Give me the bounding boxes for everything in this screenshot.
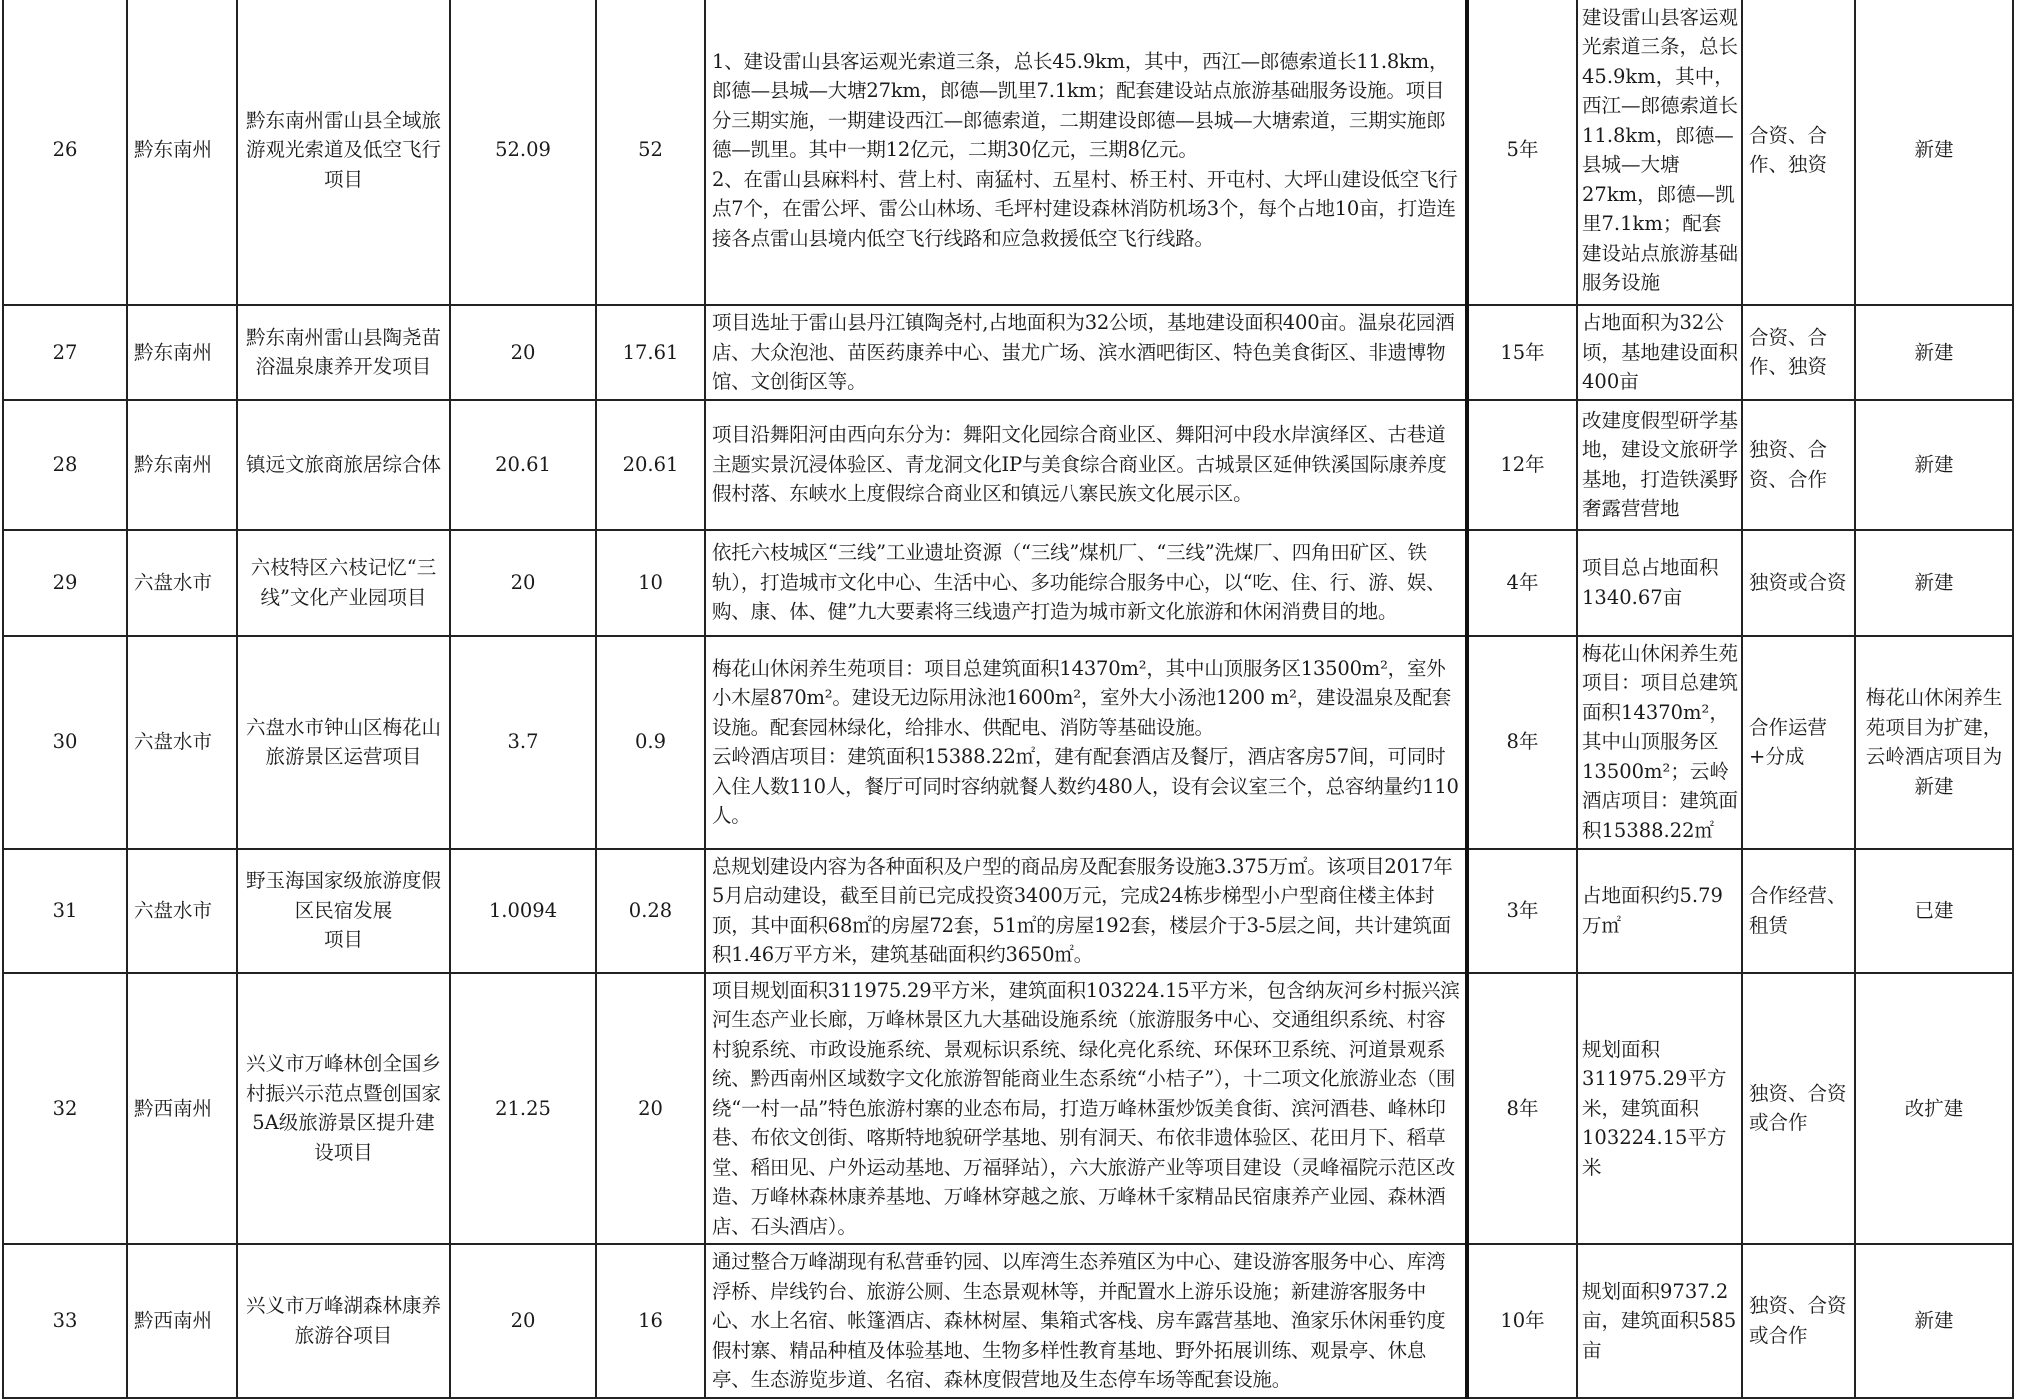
table-row	[3, 305, 2013, 400]
description-cell: 项目选址于雷山县丹江镇陶尧村,占地面积为32公顷，基地建设面积400亩。温泉花园酒店、大众泡池、苗医药康养中心、蚩尤广场、滨水酒吧街区、特色美食街区、非遗博物馆、文创街区等。	[705, 305, 1467, 400]
description-cell: 1、建设雷山县客运观光索道三条，总长45.9km，其中，西江—郎德索道长11.8km，郎德—县城—大塘27km，郎德—凯里7.1km；配套建设站点旅游基础服务设施。项目分三期实施，一期建设西江—郎德索道，二期建设郎德—县城—大塘索道，三期实施郎德—凯里。其中一期12亿元，二期30亿元，三期8亿元。 2、在雷山县麻料村、营上村、南猛村、五星村、桥王村、开屯村、大坪山建设低空飞行点7个，在雷公坪、雷公山林场、毛坪村建设森林消防机场3个，每个占地10亩，打造连接各点雷山县境内低空飞行线路和应急救援低空飞行线路。	[705, 0, 1467, 305]
region-cell: 黔西南州	[127, 1244, 237, 1398]
total-investment-cell: 52.09	[450, 0, 596, 305]
region-cell: 黔西南州	[127, 973, 237, 1245]
total-investment-cell: 3.7	[450, 636, 596, 849]
planned-investment-cell: 0.9	[596, 636, 705, 849]
table-row	[3, 636, 2013, 849]
planned-investment-cell: 17.61	[596, 305, 705, 400]
table-row	[3, 530, 2013, 636]
description-cell: 依托六枝城区“三线”工业遗址资源（“三线”煤机厂、“三线”洗煤厂、四角田矿区、铁轨），打造城市文化中心、生活中心、多功能综合服务中心，以“吃、住、行、游、娱、购、康、体、健”九大要素将三线遗产打造为城市新文化旅游和休闲消费目的地。	[705, 530, 1467, 636]
scope-cell: 建设雷山县客运观光索道三条，总长45.9km，其中，西江—郎德索道长11.8km，郎德—县城—大塘27km，郎德—凯里7.1km；配套建设站点旅游基础服务设施	[1577, 0, 1742, 305]
region-cell: 六盘水市	[127, 636, 237, 849]
row-number: 31	[3, 849, 127, 973]
project-name-cell: 黔东南州雷山县陶尧苗浴温泉康养开发项目	[237, 305, 450, 400]
region-cell: 黔东南州	[127, 0, 237, 305]
project-name-cell: 六盘水市钟山区梅花山旅游景区运营项目	[237, 636, 450, 849]
period-cell: 5年	[1467, 0, 1577, 305]
region-cell: 六盘水市	[127, 530, 237, 636]
planned-investment-cell: 16	[596, 1244, 705, 1398]
project-name-cell: 镇远文旅商旅居综合体	[237, 400, 450, 530]
scope-cell: 占地面积约5.79万㎡	[1577, 849, 1742, 973]
row-number: 27	[3, 305, 127, 400]
period-cell: 3年	[1467, 849, 1577, 973]
total-investment-cell: 1.0094	[450, 849, 596, 973]
cooperation-mode-cell: 合作运营+分成	[1742, 636, 1855, 849]
row-number: 30	[3, 636, 127, 849]
row-number: 33	[3, 1244, 127, 1398]
build-type-cell: 新建	[1855, 530, 2013, 636]
row-number: 28	[3, 400, 127, 530]
row-number: 32	[3, 973, 127, 1245]
period-cell: 10年	[1467, 1244, 1577, 1398]
region-cell: 黔东南州	[127, 305, 237, 400]
cooperation-mode-cell: 独资或合资	[1742, 530, 1855, 636]
period-cell: 8年	[1467, 636, 1577, 849]
total-investment-cell: 21.25	[450, 973, 596, 1245]
project-name-cell: 野玉海国家级旅游度假区民宿发展 项目	[237, 849, 450, 973]
table-row	[3, 973, 2013, 1245]
period-cell: 4年	[1467, 530, 1577, 636]
project-name-cell: 兴义市万峰湖森林康养旅游谷项目	[237, 1244, 450, 1398]
build-type-cell: 新建	[1855, 400, 2013, 530]
table-row	[3, 849, 2013, 973]
planned-investment-cell: 0.28	[596, 849, 705, 973]
project-name-cell: 六枝特区六枝记忆“三线”文化产业园项目	[237, 530, 450, 636]
total-investment-cell: 20	[450, 305, 596, 400]
scope-cell: 规划面积311975.29平方米，建筑面积103224.15平方米	[1577, 973, 1742, 1245]
period-cell: 15年	[1467, 305, 1577, 400]
build-type-cell: 新建	[1855, 305, 2013, 400]
table-row	[3, 1244, 2013, 1398]
row-number: 26	[3, 0, 127, 305]
region-cell: 六盘水市	[127, 849, 237, 973]
build-type-cell: 新建	[1855, 0, 2013, 305]
table-row	[3, 400, 2013, 530]
project-table	[2, 0, 2014, 1399]
description-cell: 项目沿舞阳河由西向东分为：舞阳文化园综合商业区、舞阳河中段水岸演绎区、古巷道主题实景沉浸体验区、青龙洞文化IP与美食综合商业区。古城景区延伸铁溪国际康养度假村落、东峡水上度假综合商业区和镇远八寨民族文化展示区。	[705, 400, 1467, 530]
cooperation-mode-cell: 合资、合作、独资	[1742, 0, 1855, 305]
planned-investment-cell: 10	[596, 530, 705, 636]
planned-investment-cell: 52	[596, 0, 705, 305]
total-investment-cell: 20	[450, 1244, 596, 1398]
description-cell: 梅花山休闲养生苑项目：项目总建筑面积14370m²，其中山顶服务区13500m²，室外小木屋870m²。建设无边际用泳池1600m²，室外大小汤池1200 m²，建设温泉及配套设施。配套园林绿化，给排水、供配电、消防等基础设施。 云岭酒店项目：建筑面积15388.22㎡，建有配套酒店及餐厅，酒店客房57间，可同时入住人数110人，餐厅可同时容纳就餐人数约480人，设有会议室三个，总容纳量约110人。	[705, 636, 1467, 849]
planned-investment-cell: 20	[596, 973, 705, 1245]
cooperation-mode-cell: 独资、合资、合作	[1742, 400, 1855, 530]
scope-cell: 占地面积为32公顷，基地建设面积400亩	[1577, 305, 1742, 400]
total-investment-cell: 20	[450, 530, 596, 636]
scope-cell: 改建度假型研学基地，建设文旅研学基地，打造铁溪野奢露营营地	[1577, 400, 1742, 530]
build-type-cell: 新建	[1855, 1244, 2013, 1398]
build-type-cell: 已建	[1855, 849, 2013, 973]
scope-cell: 项目总占地面积1340.67亩	[1577, 530, 1742, 636]
description-cell: 总规划建设内容为各种面积及户型的商品房及配套服务设施3.375万㎡。该项目2017年5月启动建设，截至目前已完成投资3400万元，完成24栋步梯型小户型商住楼主体封顶，其中面积68㎡的房屋72套，51㎡的房屋192套，楼层介于3-5层之间，共计建筑面积1.46万平方米，建筑基础面积约3650㎡。	[705, 849, 1467, 973]
scope-cell: 梅花山休闲养生苑项目：项目总建筑面积14370m²，其中山顶服务区13500m²；云岭酒店项目：建筑面积15388.22㎡	[1577, 636, 1742, 849]
table-row	[3, 0, 2013, 305]
total-investment-cell: 20.61	[450, 400, 596, 530]
description-cell: 通过整合万峰湖现有私营垂钓园、以库湾生态养殖区为中心、建设游客服务中心、库湾浮桥、岸线钓台、旅游公厕、生态景观林等，并配置水上游乐设施；新建游客服务中心、水上名宿、帐篷酒店、森林树屋、集箱式客栈、房车露营基地、渔家乐休闲垂钓度假村寨、精品种植及体验基地、生物多样性教育基地、野外拓展训练、观景亭、休息亭、生态游览步道、名宿、森林度假营地及生态停车场等配套设施。	[705, 1244, 1467, 1398]
row-number: 29	[3, 530, 127, 636]
scope-cell: 规划面积9737.2亩，建筑面积585亩	[1577, 1244, 1742, 1398]
planned-investment-cell: 20.61	[596, 400, 705, 530]
build-type-cell: 梅花山休闲养生苑项目为扩建，云岭酒店项目为新建	[1855, 636, 2013, 849]
region-cell: 黔东南州	[127, 400, 237, 530]
cooperation-mode-cell: 合作经营、租赁	[1742, 849, 1855, 973]
cooperation-mode-cell: 合资、合作、独资	[1742, 305, 1855, 400]
build-type-cell: 改扩建	[1855, 973, 2013, 1245]
project-name-cell: 黔东南州雷山县全域旅游观光索道及低空飞行项目	[237, 0, 450, 305]
cooperation-mode-cell: 独资、合资或合作	[1742, 1244, 1855, 1398]
description-cell: 项目规划面积311975.29平方米，建筑面积103224.15平方米，包含纳灰河乡村振兴滨河生态产业长廊，万峰林景区九大基础设施系统（旅游服务中心、交通组织系统、村容村貌系统、市政设施系统、景观标识系统、绿化亮化系统、环保环卫系统、河道景观系统、黔西南州区域数字文化旅游智能商业生态系统“小桔子”），十二项文化旅游业态（围绕“一村一品”特色旅游村寨的业态布局，打造万峰林蛋炒饭美食街、滨河酒巷、峰林印巷、布依文创街、喀斯特地貌研学基地、别有洞天、布依非遗体验区、花田月下、稻草堂、稻田见、户外运动基地、万福驿站），六大旅游产业等项目建设（灵峰福院示范区改造、万峰林森林康养基地、万峰林穿越之旅、万峰林千家精品民宿康养产业园、森林酒店、石头酒店）。	[705, 973, 1467, 1245]
period-cell: 8年	[1467, 973, 1577, 1245]
project-name-cell: 兴义市万峰林创全国乡村振兴示范点暨创国家5A级旅游景区提升建设项目	[237, 973, 450, 1245]
cooperation-mode-cell: 独资、合资或合作	[1742, 973, 1855, 1245]
period-cell: 12年	[1467, 400, 1577, 530]
